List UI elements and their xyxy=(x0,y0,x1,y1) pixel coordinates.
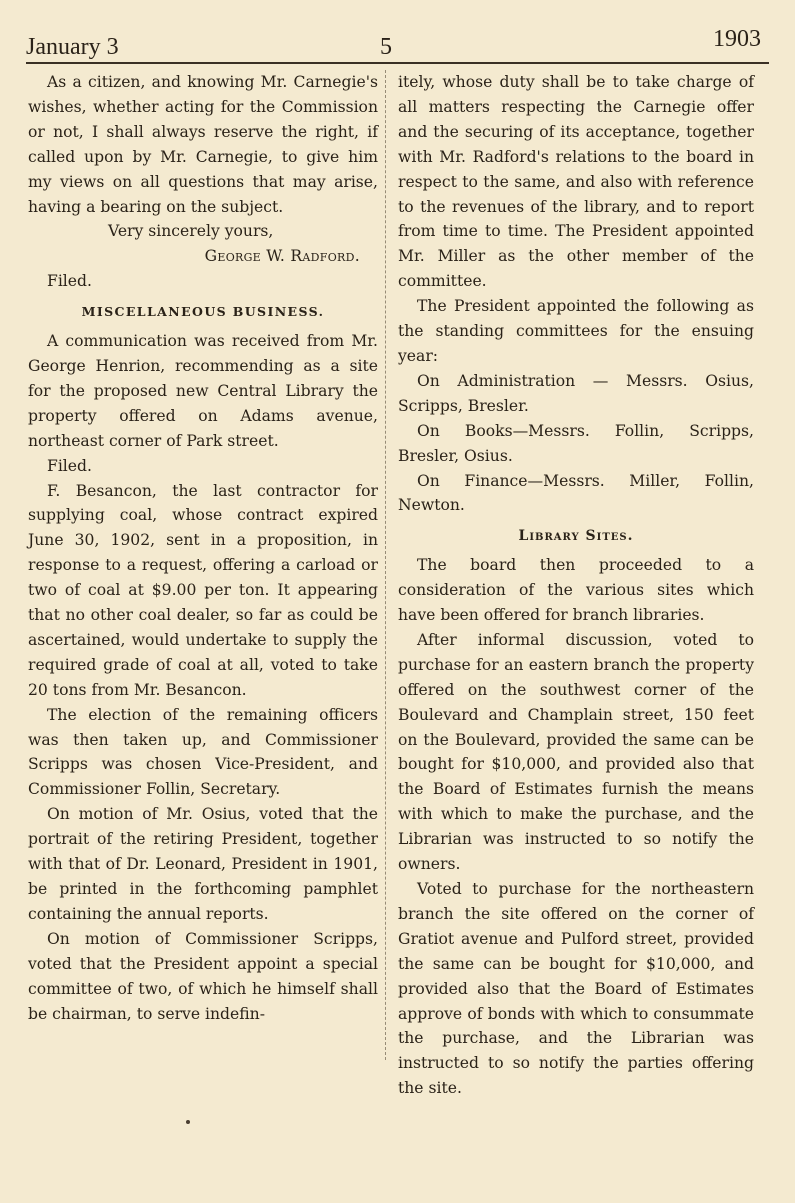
paragraph: Filed. xyxy=(47,272,92,291)
left-column xyxy=(28,70,378,1026)
letter-signature: George W. Radford. xyxy=(204,247,360,266)
header-rule xyxy=(26,62,769,64)
ink-speck xyxy=(186,1120,190,1124)
header-date: January 3 xyxy=(26,34,119,60)
section-heading: Library Sites. xyxy=(518,528,634,545)
letter-closing: Very sincerely yours, xyxy=(108,222,274,241)
page-number: 5 xyxy=(380,34,392,60)
paragraph: Filed. xyxy=(47,456,92,475)
paragraph: On Administration — Messrs. Osius, Scripps, Bresler. xyxy=(398,371,754,415)
paragraph: On motion of Commissioner Scripps, voted that the President appoint a special committee of two, of which he himself shall be chairman, to serve indefin- xyxy=(28,929,378,1023)
paragraph: As a citizen, and knowing Mr. Carnegie's wishes, whether acting for the Commission or not, I shall always reserve the right, if called upon by Mr. Carnegie, to give him my views on all questions that may arise, having a bearing on the subject. xyxy=(28,73,378,216)
paragraph: On Books—Messrs. Follin, Scripps, Bresler, Osius. xyxy=(398,421,754,465)
right-column xyxy=(398,70,754,1101)
paragraph: The board then proceeded to a consideration of the various sites which have been offered for branch libraries. xyxy=(398,556,754,625)
paragraph: On Finance—Messrs. Miller, Follin, Newton. xyxy=(398,471,754,515)
paragraph: The election of the remaining officers was then taken up, and Commissioner Scripps was chosen Vice-President, and Commissioner Follin, Secretary. xyxy=(28,705,378,799)
paragraph: Voted to purchase for the northeastern branch the site offered on the corner of Gratiot avenue and Pulford street, provided the same can be bought for $10,000, and provided also that the Board of Estimates approve of bonds with which to consummate the purchase, and the Librarian was instructed to so notify the parties offering the site. xyxy=(398,880,754,1098)
header-year: 1903 xyxy=(713,26,761,52)
paragraph: On motion of Mr. Osius, voted that the portrait of the retiring President, together with that of Dr. Leonard, President in 1901, be printed in the forthcoming pamphlet containing the annual reports. xyxy=(28,805,378,923)
paragraph: The President appointed the following as the standing committees for the ensuing year: xyxy=(398,297,754,365)
paragraph: itely, whose duty shall be to take charge of all matters respecting the Carnegie offer and the securing of its acceptance, together with Mr. Radford's relations to the board in respect to the same, and also with reference to the revenues of the library, and to report from time to time. The President appointed Mr. Miller as the other member of the committee. xyxy=(398,73,754,291)
paragraph: F. Besancon, the last contractor for supplying coal, whose contract expired June 30, 1902, sent in a proposition, in response to a request, offering a carload or two of coal at $9.00 per ton. It appearing that no other coal dealer, so far as could be ascertained, would undertake to supply the required grade of coal at all, voted to take 20 tons from Mr. Besancon. xyxy=(28,481,378,699)
column-divider xyxy=(385,70,386,1060)
paragraph: A communication was received from Mr. George Henrion, recommending as a site for the proposed new Central Library the property offered on Adams avenue, northeast corner of Park street. xyxy=(28,332,378,450)
section-heading: MISCELLANEOUS BUSINESS. xyxy=(81,304,325,320)
paragraph: After informal discussion, voted to purchase for an eastern branch the property offered on the southwest corner of the Boulevard and Champlain street, 150 feet on the Boulevard, provided the same can be bought for $10,000, and provided also that the Board of Estimates furnish the means with which to make the purchase, and the Librarian was instructed to so notify the owners. xyxy=(398,630,754,874)
